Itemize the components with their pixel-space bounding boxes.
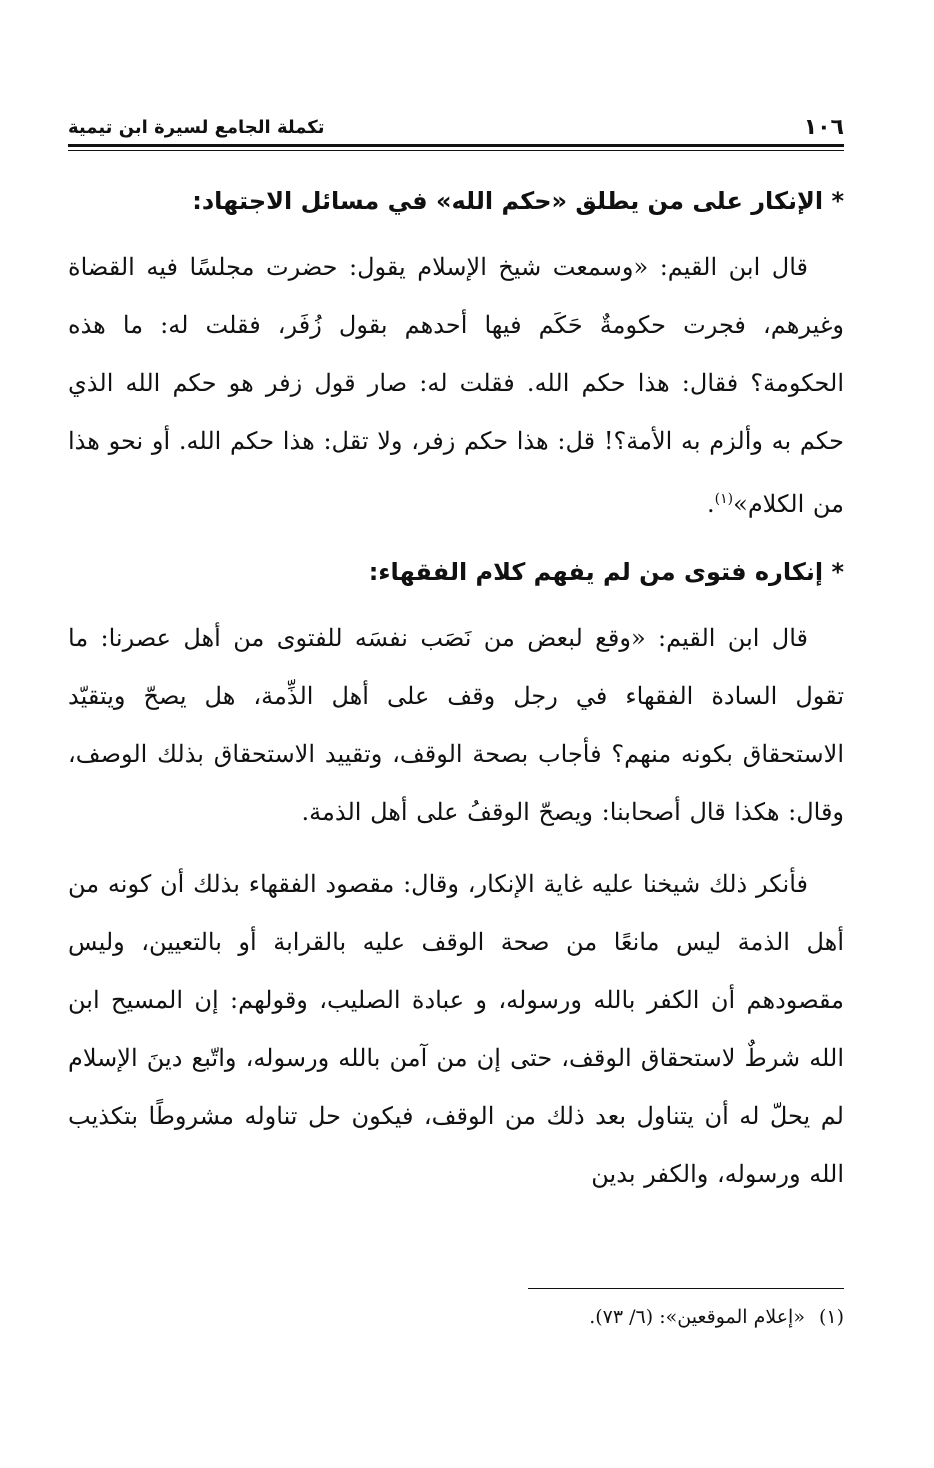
paragraph-text: قال ابن القيم: «وسمعت شيخ الإسلام يقول: حضرت مجلسًا فيه القضاة وغيرهم، فجرت حكومةٌ حَكَم فيها أحدهم بقول زُفَر، فقلت له: ما هذه الحكومة؟ فقال: هذا حكم الله. فقلت له: صار قول زفر هو حكم الله الذي حكم به وألزم به الأمة؟! قل: هذا حكم زفر، ولا تقل: هذا حكم الله. أو نحو هذا من الكلام» bbox=[68, 253, 845, 518]
section-heading-2: * إنكاره فتوى من لم يفهم كلام الفقهاء: bbox=[368, 558, 844, 586]
paragraph-end: . bbox=[707, 490, 715, 518]
page-body bbox=[68, 176, 844, 1217]
footnote-number: (١) bbox=[818, 1306, 844, 1328]
footnote-text: «إعلام الموقعين»: (٦/ ٧٣). bbox=[589, 1306, 805, 1328]
running-title: تكملة الجامع لسيرة ابن تيمية bbox=[68, 117, 325, 138]
section-paragraph-3: فأنكر ذلك شيخنا عليه غاية الإنكار، وقال: مقصود الفقهاء بذلك أن كونه من أهل الذمة ليس مانعًا من صحة الوقف عليه بالقرابة أو بالتعيين، وليس مقصودهم أن الكفر بالله ورسوله، و عبادة الصليب، وقولهم: إن المسيح ابن الله شرطٌ لاستحقاق الوقف، حتى إن من آمن بالله ورسوله، واتّبع دينَ الإسلام لم يحلّ له أن يتناول بعد ذلك من الوقف، فيكون حل تناوله مشروطًا بتكذيب الله ورسوله، والكفر بدين bbox=[68, 870, 844, 1188]
page-header bbox=[68, 110, 844, 144]
section-paragraph-2: قال ابن القيم: «وقع لبعض من نَصَب نفسَه للفتوى من أهل عصرنا: ما تقول السادة الفقهاء في رجل وقف على أهل الذِّمة، هل يصحّ ويتقيّد الاستحقاق بكونه منهم؟ فأجاب بصحة الوقف، وتقييد الاستحقاق بذلك الوصف، وقال: هكذا قال أصحابنا: ويصحّ الوقفُ على أهل الذمة. bbox=[68, 624, 844, 826]
section-heading-1: * الإنكار على من يطلق «حكم الله» في مسائل الاجتهاد: bbox=[192, 187, 844, 215]
section-paragraph-1 bbox=[68, 238, 844, 533]
footnote-rule bbox=[528, 1288, 844, 1289]
page-number: ١٠٦ bbox=[803, 115, 844, 140]
footnote bbox=[68, 1302, 844, 1332]
footnote-reference[interactable]: (١) bbox=[714, 491, 734, 507]
header-rule-thin bbox=[68, 150, 844, 151]
header-rule bbox=[68, 144, 844, 147]
